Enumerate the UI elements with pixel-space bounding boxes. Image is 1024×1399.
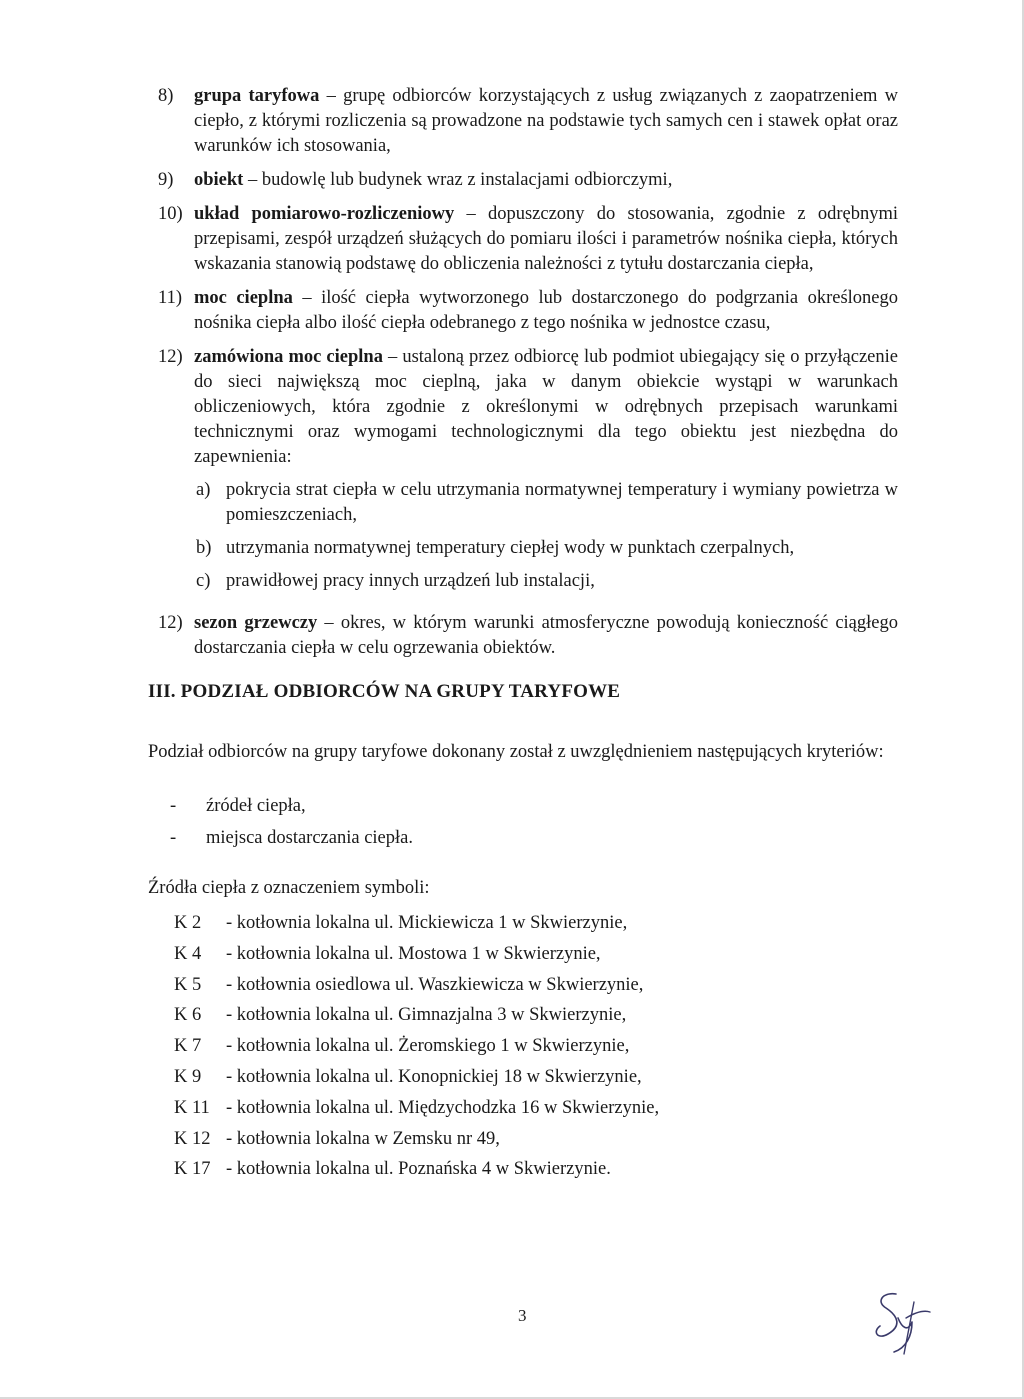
page-number: 3 <box>518 1306 527 1325</box>
list-dash: - <box>170 828 177 848</box>
list-item <box>174 911 659 942</box>
list-item <box>194 569 898 594</box>
source-text: - kotłownia osiedlowa ul. Waszkiewicza w Skwierzynie, <box>226 974 644 995</box>
heat-sources-list <box>174 911 659 1188</box>
source-code: K 9 <box>174 1066 202 1087</box>
definition-text: – dopuszczony do stosowania, zgodnie z odrębnymi przepisami, zespół urządzeń służących do pomiaru ilości i parametrów nośnika ciepła, których wskazania stanowią podstawę do obliczenia należności z tytułu dostarczania ciepła, <box>194 204 898 274</box>
list-item <box>174 1157 659 1188</box>
subitem-letter: b) <box>196 538 212 558</box>
source-text: - kotłownia lokalna w Zemsku nr 49, <box>226 1128 500 1149</box>
definition-term: moc cieplna <box>194 288 293 308</box>
criteria-list <box>170 794 413 858</box>
definition-number: 8) <box>158 86 174 106</box>
definition-number: 12) <box>158 347 183 367</box>
definition-item <box>158 611 898 661</box>
definition-term: grupa taryfowa <box>194 86 320 106</box>
source-text: - kotłownia lokalna ul. Mickiewicza 1 w Skwierzynie, <box>226 913 628 933</box>
list-item <box>174 1003 659 1034</box>
definition-item <box>158 345 898 602</box>
source-text: - kotłownia lokalna ul. Międzychodzka 16 w Skwierzynie, <box>226 1097 660 1118</box>
subitem-letter: a) <box>196 480 211 500</box>
list-item <box>194 536 898 561</box>
signature-initials-icon <box>868 1288 938 1358</box>
source-text: - kotłownia lokalna ul. Gimnazjalna 3 w Skwierzynie, <box>226 1005 627 1026</box>
definition-text: – grupę odbiorców korzystających z usług związanych z zaopatrzeniem w ciepło, z którymi rozliczenia są prowadzone na podstawie tych samych cen i stawek opłat oraz warunków ich stosowania, <box>194 86 899 156</box>
subitems-list <box>194 478 898 594</box>
subitem-text: prawidłowej pracy innych urządzeń lub instalacji, <box>226 571 595 591</box>
source-text: - kotłownia lokalna ul. Konopnickiej 18 w Skwierzynie, <box>226 1066 642 1087</box>
subitem-letter: c) <box>196 571 211 591</box>
definition-number: 11) <box>158 288 182 308</box>
source-code: K 7 <box>174 1036 202 1057</box>
list-dash: - <box>170 796 177 816</box>
definition-item <box>158 168 898 193</box>
source-code: K 5 <box>174 974 202 995</box>
sources-heading: Źródła ciepła z oznaczeniem symboli: <box>148 878 430 898</box>
subitem-text: pokrycia strat ciepła w celu utrzymania normatywnej temperatury i wymiany powietrza w pomieszczeniach, <box>226 480 898 525</box>
definition-item <box>158 84 898 159</box>
definition-term: zamówiona moc cieplna <box>194 347 383 367</box>
source-code: K 12 <box>174 1128 211 1149</box>
section-intro: Podział odbiorców na grupy taryfowe dokonany został z uwzględnieniem następujących kryteriów: <box>148 742 884 762</box>
source-code: K 4 <box>174 943 202 964</box>
list-item <box>174 1127 659 1158</box>
list-item <box>174 1065 659 1096</box>
list-item <box>170 826 413 851</box>
list-item <box>170 794 413 819</box>
list-item <box>174 1096 659 1127</box>
definition-text: – ustaloną przez odbiorcę lub podmiot ubiegający się o przyłączenie do sieci największą moc cieplną, jaka w danym obiekcie wystąpi w warunkach obliczeniowych, która zgodnie z określonymi w odrębnych przepisach warunkami technicznymi oraz wymogami technologicznymi dla tego obiektu jest niezbędna do zapewnienia: <box>194 347 898 467</box>
definition-number: 12) <box>158 613 183 633</box>
definition-term: obiekt <box>194 170 244 190</box>
definition-number: 10) <box>158 204 183 224</box>
list-item <box>174 973 659 1004</box>
definition-text: – budowlę lub budynek wraz z instalacjami odbiorczymi, <box>243 170 673 190</box>
source-code: K 11 <box>174 1097 210 1118</box>
list-item <box>174 942 659 973</box>
definition-number: 9) <box>158 170 174 190</box>
definition-term: sezon grzewczy <box>194 613 318 633</box>
definition-item <box>158 202 898 277</box>
criterion-text: miejsca dostarczania ciepła. <box>206 828 413 848</box>
definition-item <box>158 286 898 336</box>
subitem-text: utrzymania normatywnej temperatury ciepłej wody w punktach czerpalnych, <box>226 538 795 558</box>
definition-text: – ilość ciepła wytworzonego lub dostarczonego do podgrzania określonego nośnika ciepła albo ilość ciepła odebranego z tego nośnika w jednostce czasu, <box>194 288 898 333</box>
list-item <box>194 478 898 528</box>
definition-text: – okres, w którym warunki atmosferyczne powodują konieczność ciągłego dostarczania ciepła w celu ogrzewania obiektów. <box>194 613 898 658</box>
source-code: K 2 <box>174 913 202 933</box>
source-text: - kotłownia lokalna ul. Mostowa 1 w Skwierzynie, <box>226 943 601 964</box>
source-code: K 17 <box>174 1159 211 1180</box>
definitions-list <box>158 84 898 670</box>
definition-term: układ pomiarowo-rozliczeniowy <box>194 204 455 224</box>
section-heading: III. PODZIAŁ ODBIORCÓW NA GRUPY TARYFOWE <box>148 681 621 702</box>
source-text: - kotłownia lokalna ul. Żeromskiego 1 w Skwierzynie, <box>226 1036 630 1057</box>
list-item <box>174 1034 659 1065</box>
criterion-text: źródeł ciepła, <box>206 796 306 816</box>
source-code: K 6 <box>174 1005 202 1026</box>
source-text: - kotłownia lokalna ul. Poznańska 4 w Skwierzynie. <box>226 1159 611 1180</box>
